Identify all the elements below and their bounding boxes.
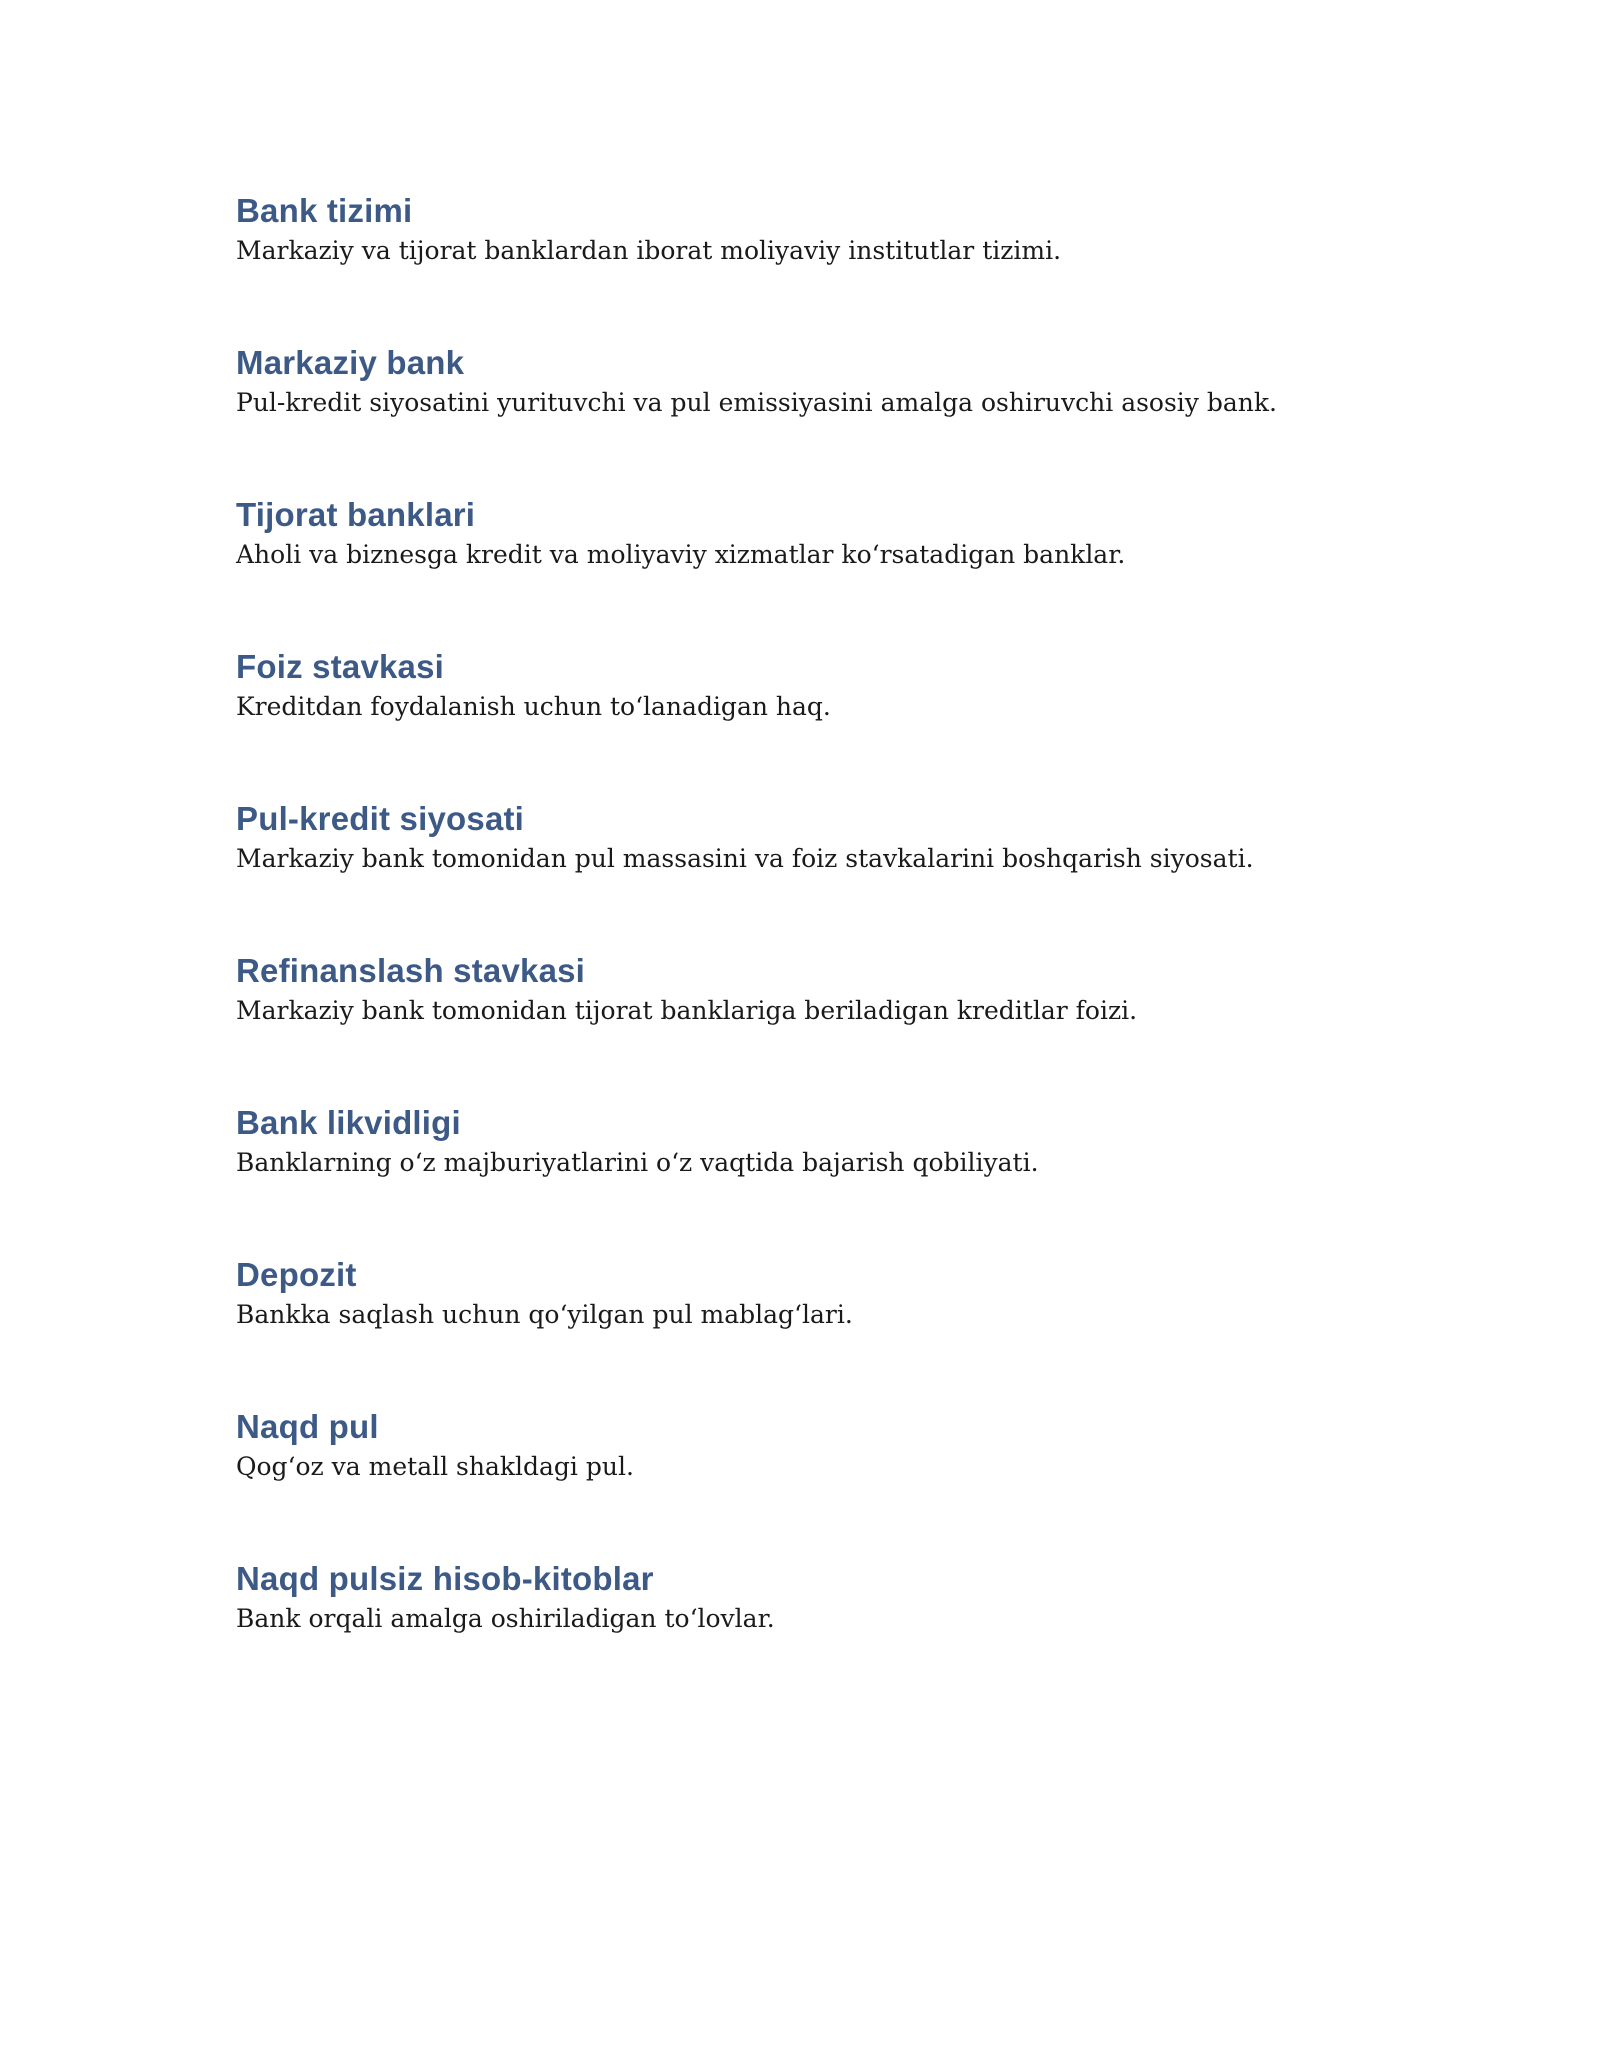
- glossary-term: Bank tizimi: [236, 192, 413, 229]
- glossary-term: Naqd pulsiz hisob-kitoblar: [236, 1560, 654, 1597]
- glossary-term: Pul-kredit siyosati: [236, 800, 525, 837]
- glossary-entry: [236, 646, 1366, 798]
- glossary-entry: [236, 190, 1366, 342]
- glossary-definition: Markaziy bank tomonidan tijorat banklariga beriladigan kreditlar foizi.: [236, 996, 1138, 1025]
- glossary-definition: Bank orqali amalga oshiriladigan to‘lovlar.: [236, 1604, 775, 1633]
- glossary-entry: [236, 950, 1366, 1102]
- glossary-term: Markaziy bank: [236, 344, 465, 381]
- glossary-term: Refinanslash stavkasi: [236, 952, 586, 989]
- glossary-entry: [236, 1558, 1366, 1710]
- glossary-entry: [236, 494, 1366, 646]
- glossary-definition: Banklarning o‘z majburiyatlarini o‘z vaqtida bajarish qobiliyati.: [236, 1148, 1039, 1177]
- glossary-entry: [236, 1254, 1366, 1406]
- glossary-definition: Bankka saqlash uchun qo‘yilgan pul mablag‘lari.: [236, 1300, 853, 1329]
- glossary-entry: [236, 798, 1366, 950]
- glossary-definition: Aholi va biznesga kredit va moliyaviy xizmatlar ko‘rsatadigan banklar.: [236, 540, 1126, 569]
- glossary-definition: Pul-kredit siyosatini yurituvchi va pul emissiyasini amalga oshiruvchi asosiy bank.: [236, 388, 1277, 417]
- glossary-definition: Markaziy bank tomonidan pul massasini va foiz stavkalarini boshqarish siyosati.: [236, 844, 1254, 873]
- glossary-entry: [236, 1102, 1366, 1254]
- glossary-term: Naqd pul: [236, 1408, 379, 1445]
- glossary-term: Bank likvidligi: [236, 1104, 461, 1141]
- glossary-list: [236, 190, 1366, 1710]
- glossary-definition: Markaziy va tijorat banklardan iborat moliyaviy institutlar tizimi.: [236, 236, 1062, 265]
- glossary-term: Depozit: [236, 1256, 357, 1293]
- glossary-definition: Qog‘oz va metall shakldagi pul.: [236, 1452, 634, 1481]
- glossary-term: Foiz stavkasi: [236, 648, 445, 685]
- glossary-term: Tijorat banklari: [236, 496, 476, 533]
- glossary-entry: [236, 342, 1366, 494]
- glossary-definition: Kreditdan foydalanish uchun to‘lanadigan haq.: [236, 692, 831, 721]
- glossary-entry: [236, 1406, 1366, 1558]
